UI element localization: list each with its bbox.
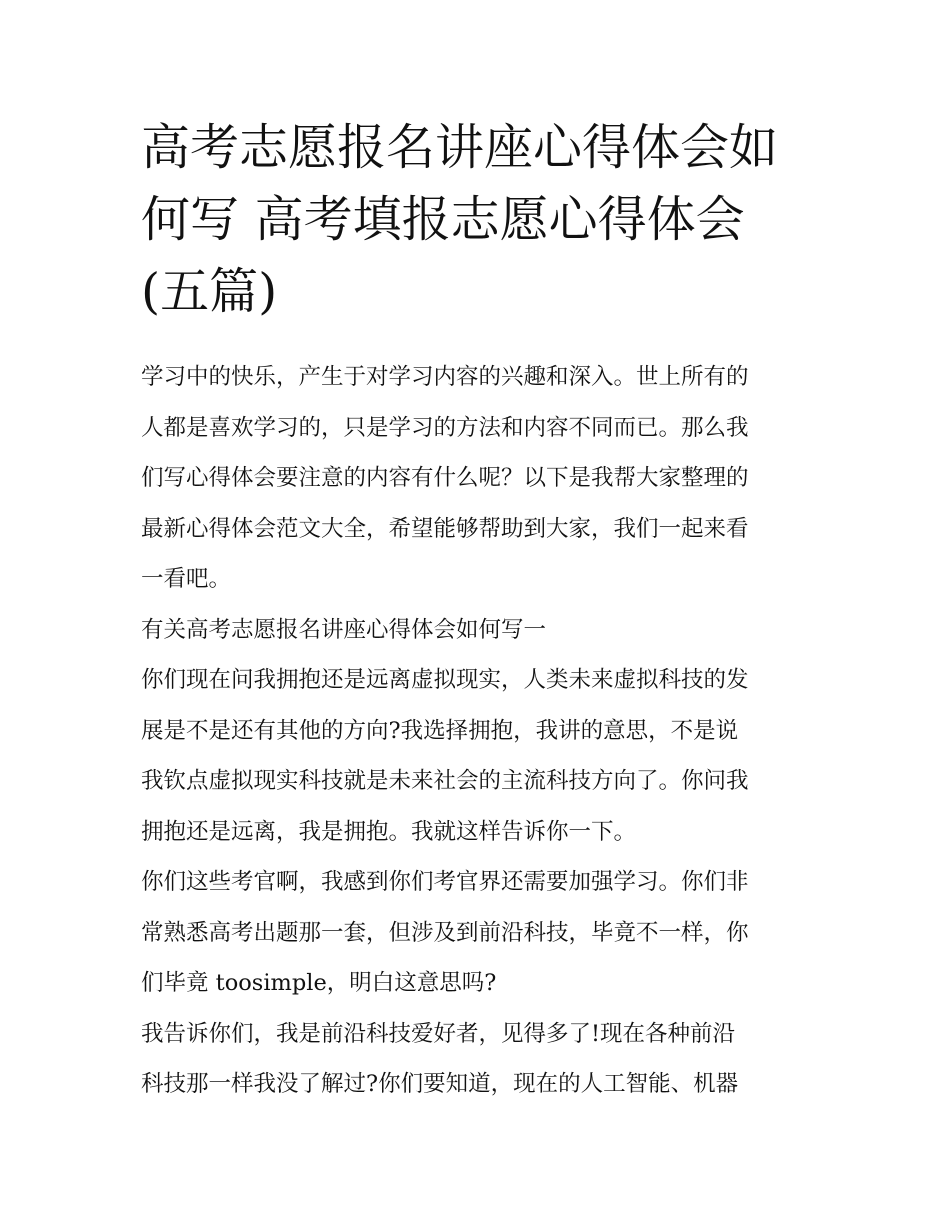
- text-line: 我告诉你们，我是前沿科技爱好者，见得多了!现在各种前沿: [141, 1020, 736, 1047]
- text-line: 们写心得体会要注意的内容有什么呢？以下是我帮大家整理的: [141, 465, 749, 491]
- section-heading: [141, 605, 821, 656]
- text-line: 一看吧。: [141, 566, 232, 592]
- text-line: 们毕竟 toosimple，明白这意思吗?: [141, 970, 497, 996]
- document-title: [141, 112, 821, 328]
- text-line: 你们这些考官啊，我感到你们考官界还需要加强学习。你们非: [141, 869, 749, 895]
- text-line: 展是不是还有其他的方向?我选择拥抱，我讲的意思，不是说: [141, 717, 739, 744]
- text-line: 你们现在问我拥抱还是远离虚拟现实，人类未来虚拟科技的发: [141, 667, 749, 693]
- paragraph: [141, 857, 821, 1009]
- paragraph-intro: [141, 352, 821, 605]
- text-line: 我钦点虚拟现实科技就是未来社会的主流科技方向了。你问我: [141, 768, 749, 794]
- title-line: 何写 高考填报志愿心得体会: [141, 191, 745, 248]
- document-body: [141, 352, 821, 1110]
- text-line: 常熟悉高考出题那一套，但涉及到前沿科技，毕竟不一样，你: [141, 919, 749, 946]
- text-line: 有关高考志愿报名讲座心得体会如何写一: [141, 616, 547, 643]
- text-line: 人都是喜欢学习的，只是学习的方法和内容不同而已。那么我: [141, 414, 749, 441]
- title-line: (五篇): [141, 263, 278, 320]
- title-line: 高考志愿报名讲座心得体会如: [141, 119, 779, 176]
- paragraph: [141, 1009, 821, 1110]
- text-line: 科技那一样我没了解过?你们要知道，现在的人工智能、机器: [141, 1071, 739, 1097]
- text-line: 学习中的快乐，产生于对学习内容的兴趣和深入。世上所有的: [141, 364, 749, 390]
- text-line: 最新心得体会范文大全，希望能够帮助到大家，我们一起来看: [141, 515, 749, 542]
- text-line: 拥抱还是远离，我是拥抱。我就这样告诉你一下。: [141, 818, 637, 845]
- paragraph: [141, 655, 821, 857]
